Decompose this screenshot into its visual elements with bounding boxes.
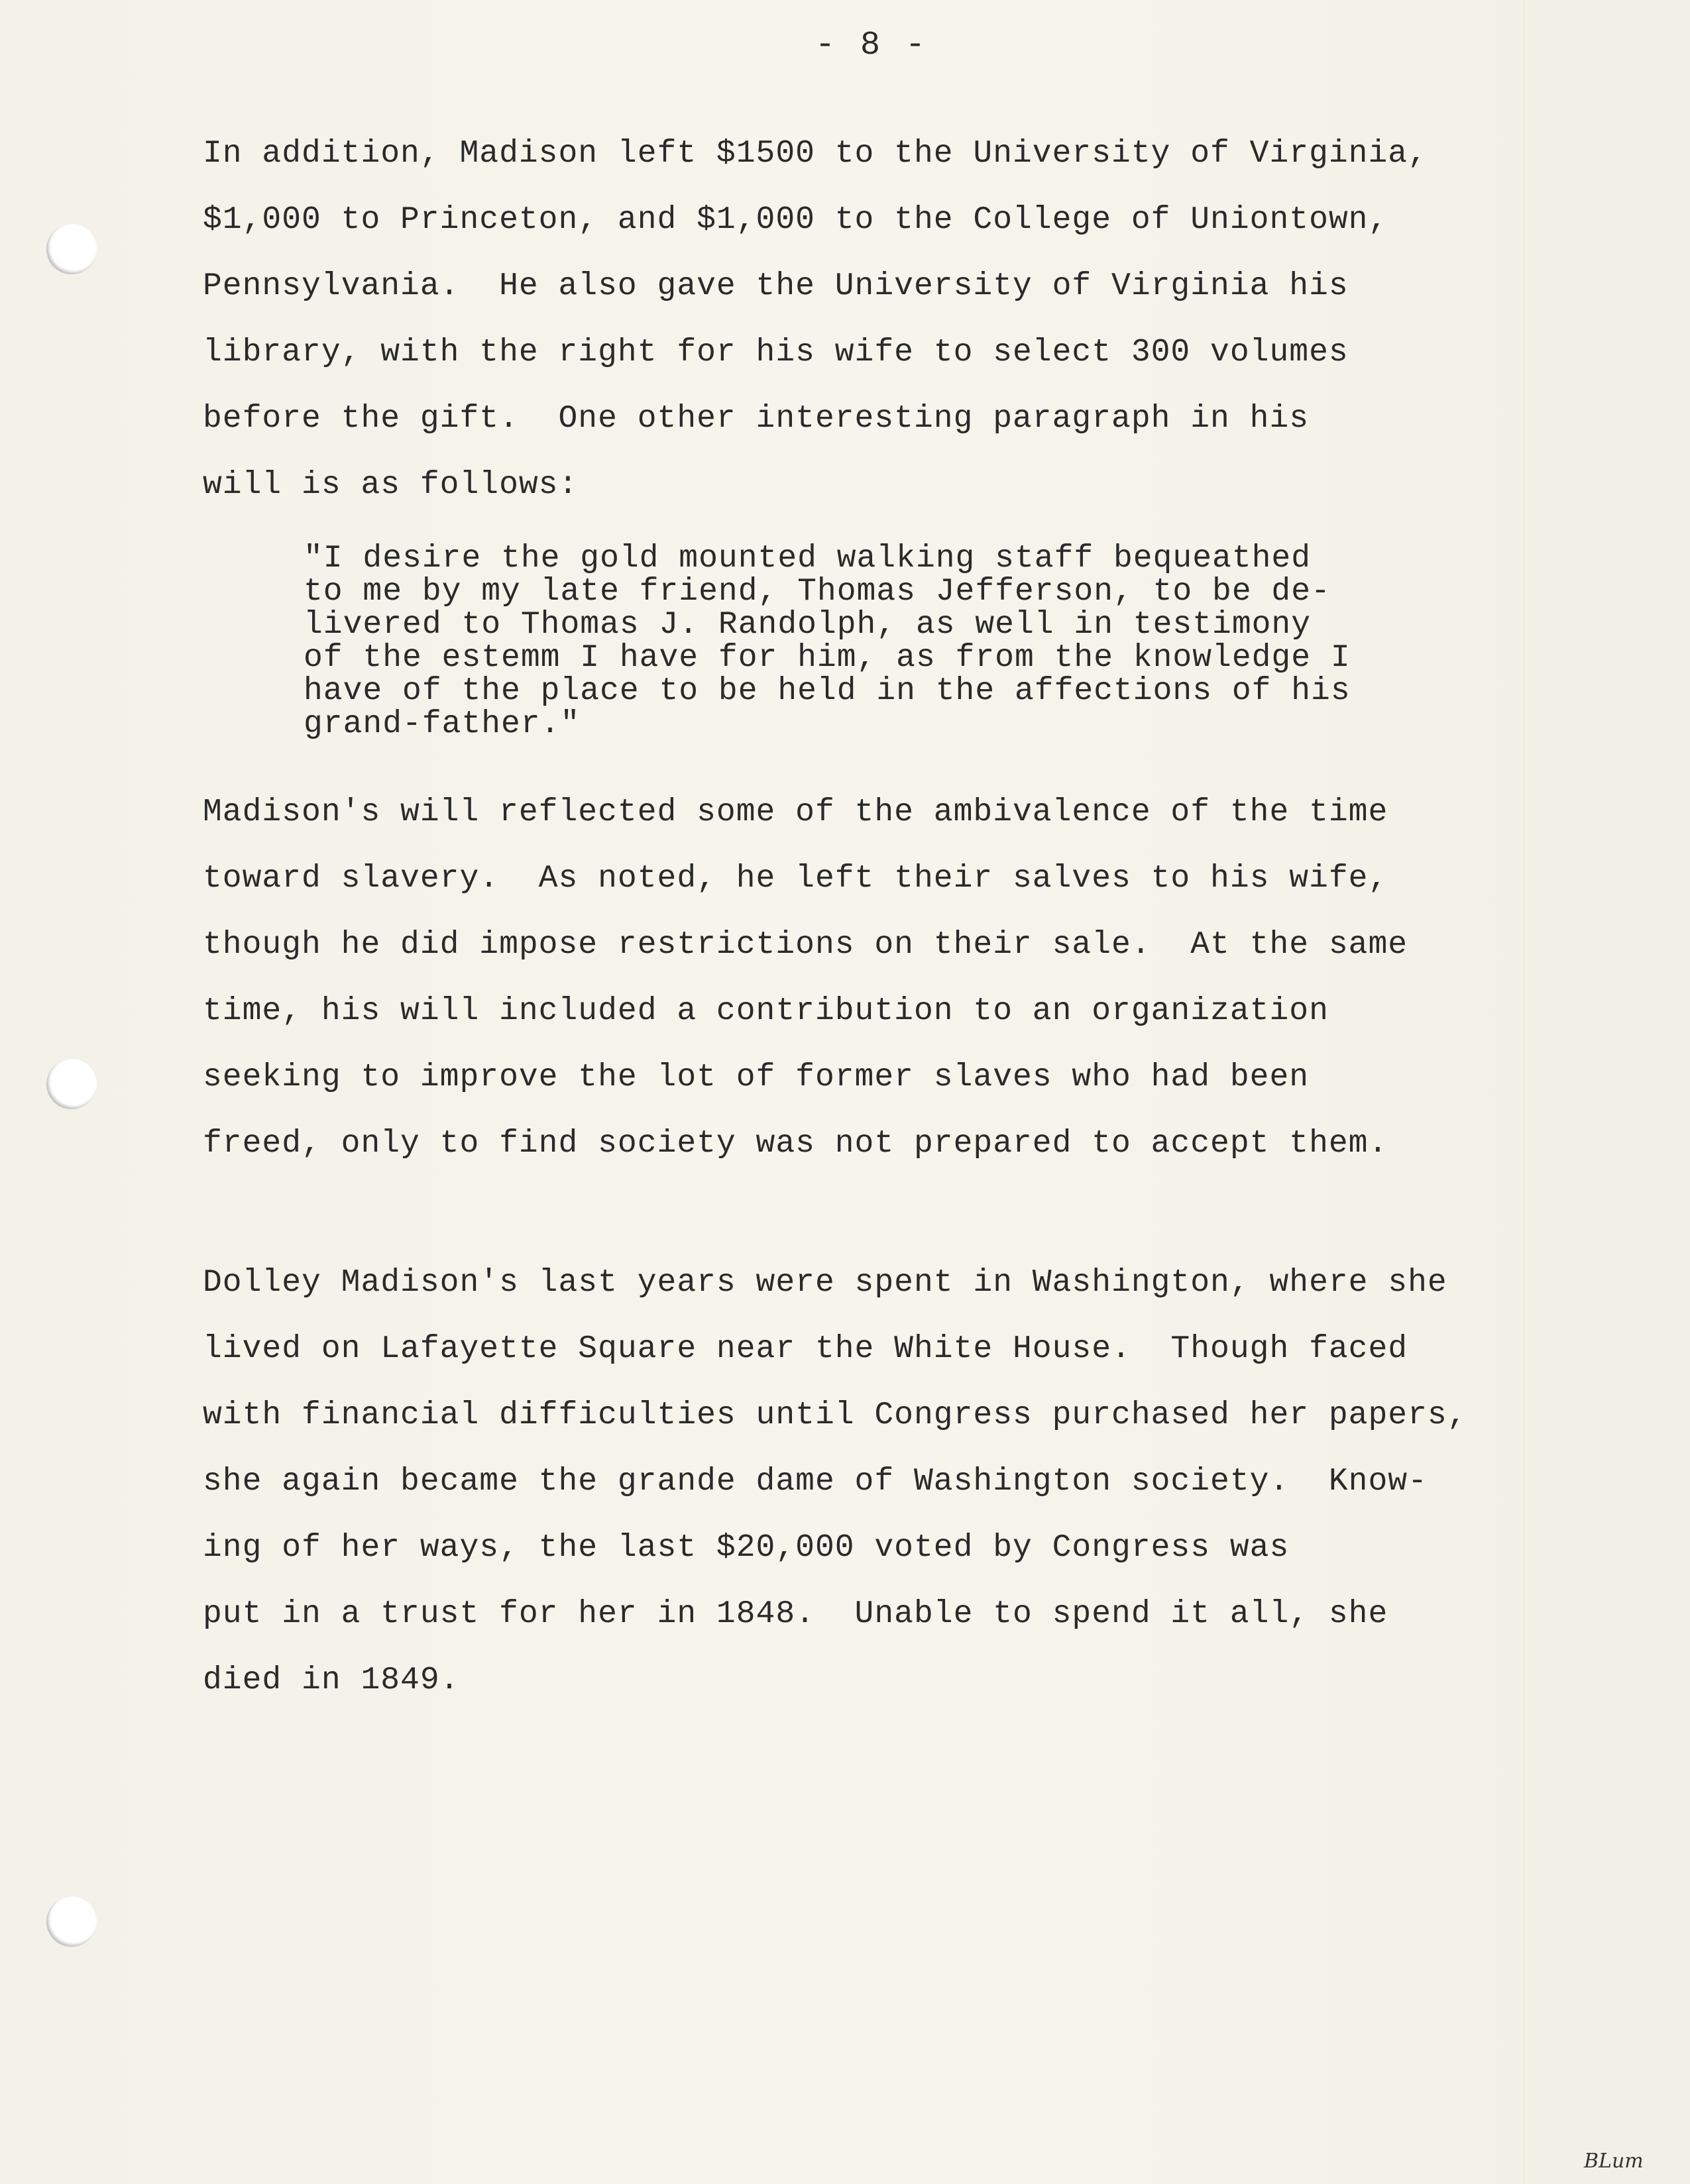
text-line: will is as follows: xyxy=(203,467,579,503)
text-line: $1,000 to Princeton, and $1,000 to the College of Uniontown, xyxy=(203,202,1388,238)
text-line: Pennsylvania. He also gave the University of Virginia his xyxy=(203,268,1349,304)
quote-line: to me by my late friend, Thomas Jefferson, to be de- xyxy=(304,574,1331,610)
punch-hole-bottom xyxy=(46,1896,97,1947)
text-line: she again became the grande dame of Washington society. Know- xyxy=(203,1464,1428,1500)
paragraph-slavery xyxy=(203,779,1502,1177)
text-line: ing of her ways, the last $20,000 voted by Congress was xyxy=(203,1530,1290,1566)
punch-hole-middle xyxy=(46,1059,97,1109)
paragraph-bequests xyxy=(203,121,1502,518)
page-number: - 8 - xyxy=(815,27,929,64)
text-line: died in 1849. xyxy=(203,1663,460,1698)
text-line: lived on Lafayette Square near the White House. Though faced xyxy=(203,1331,1408,1367)
text-line: before the gift. One other interesting paragraph in his xyxy=(203,401,1310,437)
block-quote-will xyxy=(304,542,1430,741)
text-line: though he did impose restrictions on their sale. At the same xyxy=(203,927,1408,963)
text-line: freed, only to find society was not prepared to accept them. xyxy=(203,1126,1388,1162)
quote-line: have of the place to be held in the affections of his xyxy=(304,673,1351,709)
text-line: with financial difficulties until Congress purchased her papers, xyxy=(203,1397,1467,1433)
punch-hole-top xyxy=(46,224,97,274)
text-line: Dolley Madison's last years were spent in Washington, where she xyxy=(203,1265,1447,1301)
text-line: In addition, Madison left $1500 to the University of Virginia, xyxy=(203,136,1428,172)
margin-rule xyxy=(1523,0,1525,2184)
quote-line: livered to Thomas J. Randolph, as well in testimony xyxy=(304,607,1312,643)
quote-line: of the estemm I have for him, as from the knowledge I xyxy=(304,640,1351,676)
handwritten-initials: BLum xyxy=(1584,2150,1644,2173)
text-line: time, his will included a contribution to an organization xyxy=(203,993,1329,1029)
text-line: put in a trust for her in 1848. Unable to spend it all, she xyxy=(203,1596,1388,1632)
text-line: Madison's will reflected some of the ambivalence of the time xyxy=(203,794,1388,830)
text-line: seeking to improve the lot of former slaves who had been xyxy=(203,1060,1310,1095)
quote-line: grand-father." xyxy=(304,706,581,742)
text-line: library, with the right for his wife to select 300 volumes xyxy=(203,335,1349,370)
quote-line: "I desire the gold mounted walking staff bequeathed xyxy=(304,541,1312,576)
text-line: toward slavery. As noted, he left their salves to his wife, xyxy=(203,861,1388,897)
paragraph-dolley-madison xyxy=(203,1250,1502,1714)
